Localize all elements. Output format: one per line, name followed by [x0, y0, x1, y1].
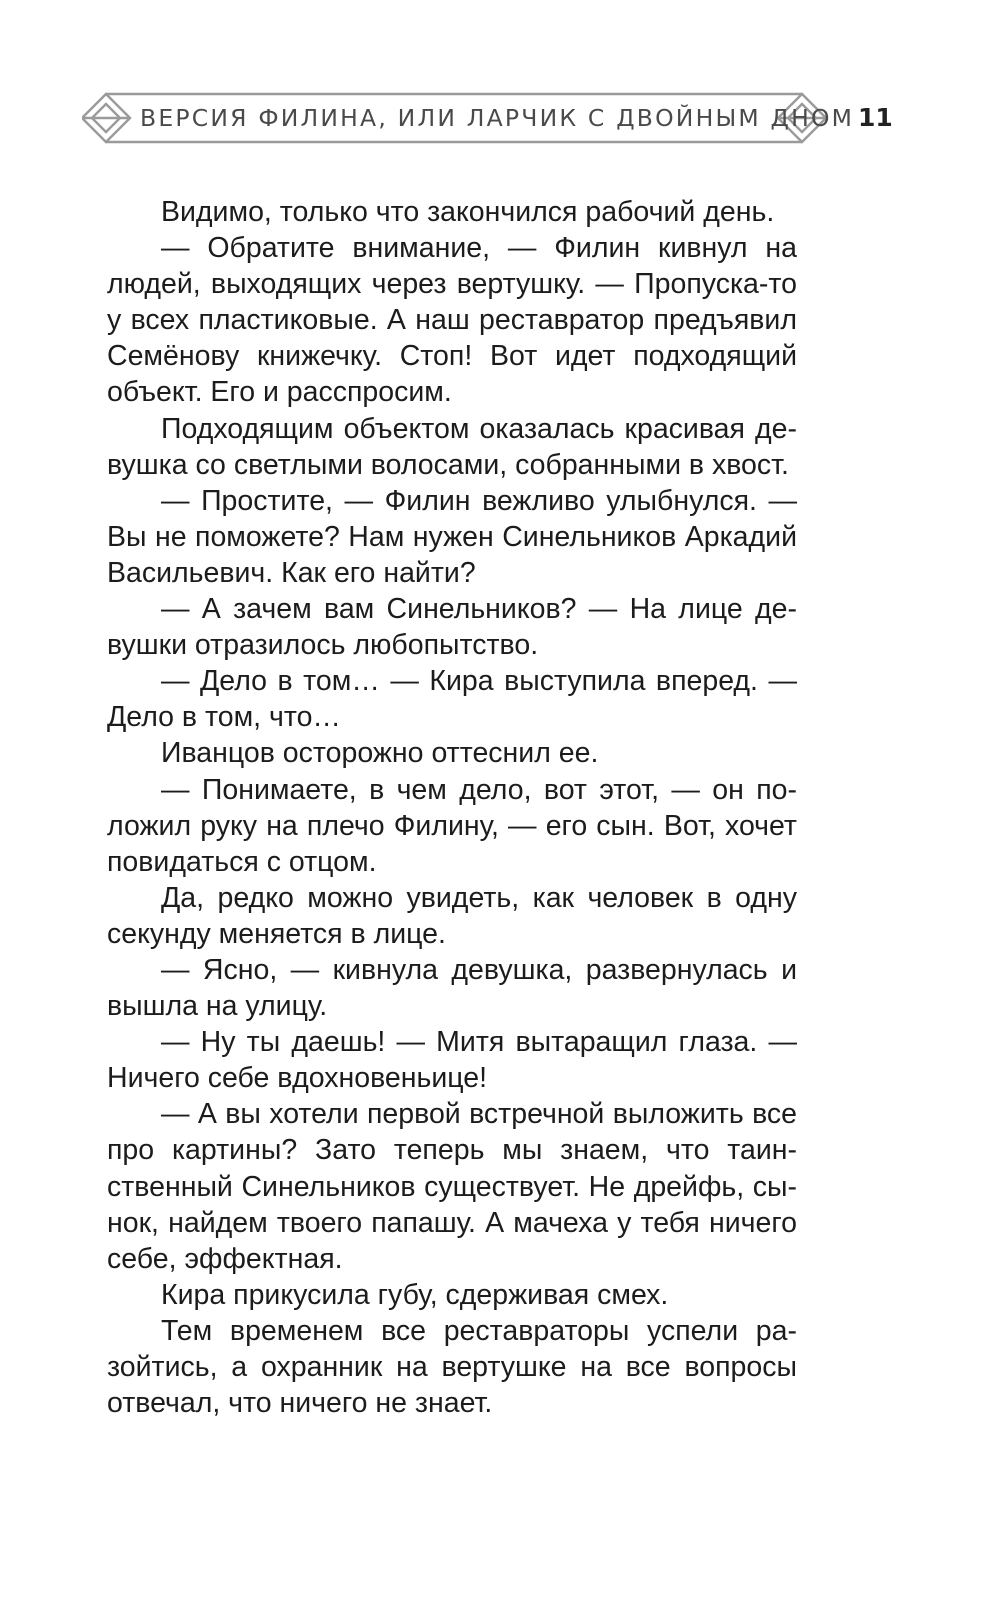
paragraph: — Простите, — Филин вежливо улыбнулся. — Вы не поможете? Нам нужен Синельников Аркадий Васильевич. Как его найти?	[107, 484, 797, 589]
paragraph: — Ясно, — кивнула девушка, развернулась и вышла на улицу.	[107, 953, 797, 1023]
paragraph: — Понимаете, в чем дело, вот этот, — он положил руку на плечо Филину, — его сын. Вот, хочет повидаться с отцом.	[107, 773, 797, 878]
diamond-ornament-icon	[82, 94, 130, 142]
paragraph: Видимо, только что закончился рабочий день.	[161, 196, 775, 228]
paragraph: Кира прикусила губу, сдерживая смех.	[161, 1278, 669, 1311]
running-header	[82, 92, 900, 144]
paragraph: — А вы хотели первой встречной выложить все про картины? Зато теперь мы знаем, что таинственный Синельников существует. Не дрейфь, сынок, найдем твоего папашу. А мачеха у тебя ничего себе, эффектная.	[107, 1098, 797, 1275]
body-text	[107, 194, 797, 1421]
page-number: 11	[858, 103, 893, 132]
paragraph: — Обратите внимание, — Филин кивнул на людей, выходящих через вертушку. — Пропуска-то у всех пластиковые. А наш реставратор предъявил Семёнову книжечку. Стоп! Вот идет подходящий объект. Его и расспросим.	[107, 232, 797, 409]
paragraph: — Ну ты даешь! — Митя вытаращил глаза. — Ничего себе вдохновеньице!	[107, 1026, 797, 1095]
paragraph: — Дело в том… — Кира выступила вперед. — Дело в том, что…	[107, 665, 797, 734]
running-title: ВЕРСИЯ ФИЛИНА, ИЛИ ЛАРЧИК С ДВОЙНЫМ ДНОМ	[140, 104, 855, 132]
paragraph: — А зачем вам Синельников? — На лице девушки отразилось любопытство.	[107, 593, 797, 662]
paragraph: Иванцов осторожно оттеснил ее.	[161, 737, 599, 770]
paragraph: Да, редко можно увидеть, как человек в одну секунду меняется в лице.	[107, 881, 797, 950]
paragraph: Тем временем все реставраторы успели разойтись, а охранник на вертушке на все вопросы отвечал, что ничего не знает.	[107, 1314, 797, 1420]
paragraph: Подходящим объектом оказалась красивая девушка со светлыми волосами, собранными в хвост.	[107, 412, 797, 481]
